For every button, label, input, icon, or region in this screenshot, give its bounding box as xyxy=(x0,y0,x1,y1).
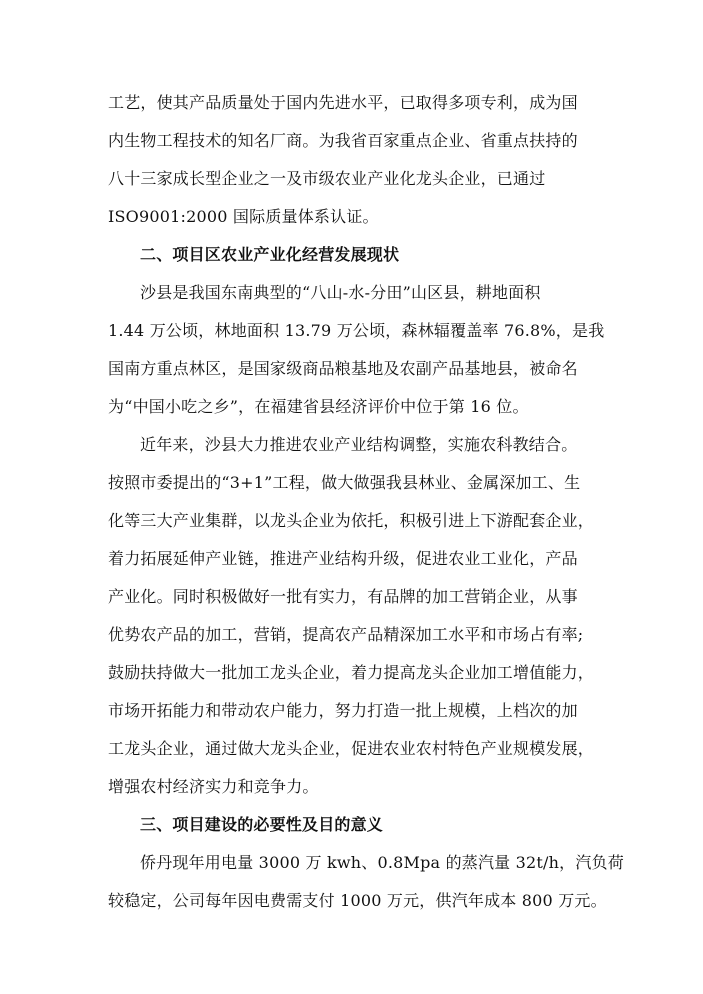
paragraph-line: 沙县是我国东南典型的“八山-水-分田”山区县，耕地面积 xyxy=(140,283,541,302)
paragraph-line: 着力拓展延伸产业链，推进产业结构升级，促进农业工业化，产品 xyxy=(108,549,578,568)
section-heading: 三、项目建设的必要性及目的意义 xyxy=(140,815,384,834)
section-heading: 二、项目区农业产业化经营发展现状 xyxy=(140,245,400,264)
paragraph-line: 较稳定，公司每年因电费需支付 1000 万元，供汽年成本 800 万元。 xyxy=(108,891,607,910)
paragraph-line: 化等三大产业集群，以龙头企业为依托，积极引进上下游配套企业， xyxy=(108,511,595,530)
paragraph-line: 工龙头企业，通过做大龙头企业，促进农业农村特色产业规模发展， xyxy=(108,739,595,758)
paragraph-line: 近年来，沙县大力推进农业产业结构调整，实施农科教结合。 xyxy=(140,435,578,454)
paragraph-line: 内生物工程技术的知名厂商。为我省百家重点企业、省重点扶持的 xyxy=(108,131,578,150)
paragraph-line: 增强农村经济实力和竞争力。 xyxy=(108,777,319,796)
paragraph-line: 1.44 万公顷，林地面积 13.79 万公顷，森林辐覆盖率 76.8%，是我 xyxy=(108,321,605,340)
paragraph-line: 侨丹现年用电量 3000 万 kwh、0.8Mpa 的蒸汽量 32t/h，汽负荷 xyxy=(140,853,624,872)
paragraph-line: 工艺，使其产品质量处于国内先进水平，已取得多项专利，成为国 xyxy=(108,93,578,112)
paragraph-line: 为“中国小吃之乡”，在福建省县经济评价中位于第 16 位。 xyxy=(108,397,529,416)
paragraph-line: 市场开拓能力和带动农户能力，努力打造一批上规模，上档次的加 xyxy=(108,701,578,720)
paragraph-line: 优势农产品的加工，营销，提高农产品精深加工水平和市场占有率; xyxy=(108,625,584,644)
paragraph-line: 国南方重点林区，是国家级商品粮基地及农副产品基地县，被命名 xyxy=(108,359,578,378)
paragraph-line: 产业化。同时积极做好一批有实力，有品牌的加工营销企业，从事 xyxy=(108,587,578,606)
paragraph-line: 八十三家成长型企业之一及市级农业产业化龙头企业，已通过 xyxy=(108,169,546,188)
paragraph-line: 按照市委提出的“3+1”工程，做大做强我县林业、金属深加工、生 xyxy=(108,473,581,492)
paragraph-line: ISO9001:2000 国际质量体系认证。 xyxy=(108,207,379,226)
paragraph-line: 鼓励扶持做大一批加工龙头企业，着力提高龙头企业加工增值能力， xyxy=(108,663,595,682)
